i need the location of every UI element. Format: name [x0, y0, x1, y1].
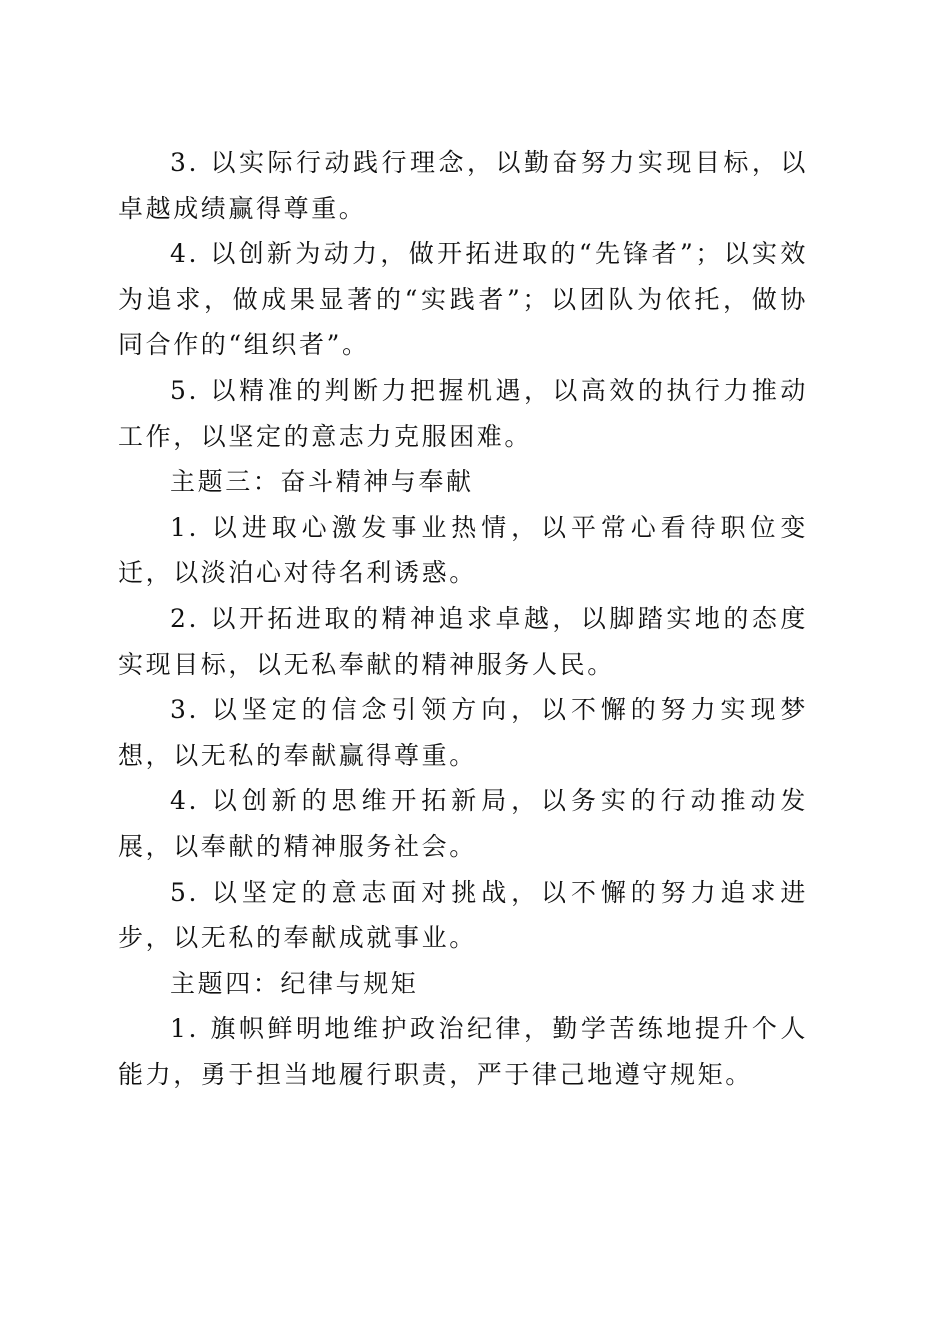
paragraph-item-1-discipline: 1. 旗帜鲜明地维护政治纪律，勤学苦练地提升个人能力，勇于担当地履行职责，严于律己地遵守规矩。 [118, 1014, 808, 1089]
paragraph-item-1-ambition: 1. 以进取心激发事业热情，以平常心看待职位变迁，以淡泊心对待名利诱惑。 [118, 512, 808, 588]
paragraph-item-5-willpower: 5. 以坚定的意志面对挑战，以不懈的努力追求进步，以无私的奉献成就事业。 [118, 877, 808, 953]
paragraph-item-3-belief: 3. 以坚定的信念引领方向，以不懈的努力实现梦想，以无私的奉献赢得尊重。 [118, 695, 808, 770]
section-heading-theme-three: 主题三：奋斗精神与奉献 [170, 467, 474, 497]
paragraph-item-3-practice: 3. 以实际行动践行理念，以勤奋努力实现目标，以卓越成绩赢得尊重。 [118, 148, 808, 223]
paragraph-item-4-creative-thinking: 4. 以创新的思维开拓新局，以务实的行动推动发展，以奉献的精神服务社会。 [118, 786, 808, 861]
section-heading-theme-four: 主题四：纪律与规矩 [170, 968, 419, 998]
paragraph-item-5-judgment: 5. 以精准的判断力把握机遇，以高效的执行力推动工作，以坚定的意志力克服困难。 [118, 375, 808, 451]
paragraph-item-4-innovation: 4. 以创新为动力，做开拓进取的“先锋者”；以实效为追求，做成果显著的“实践者”；以团队为依托，做协同合作的“组织者”。 [118, 239, 808, 360]
document-page [118, 140, 808, 1097]
paragraph-item-2-pioneering: 2. 以开拓进取的精神追求卓越，以脚踏实地的态度实现目标，以无私奉献的精神服务人民。 [118, 603, 808, 679]
